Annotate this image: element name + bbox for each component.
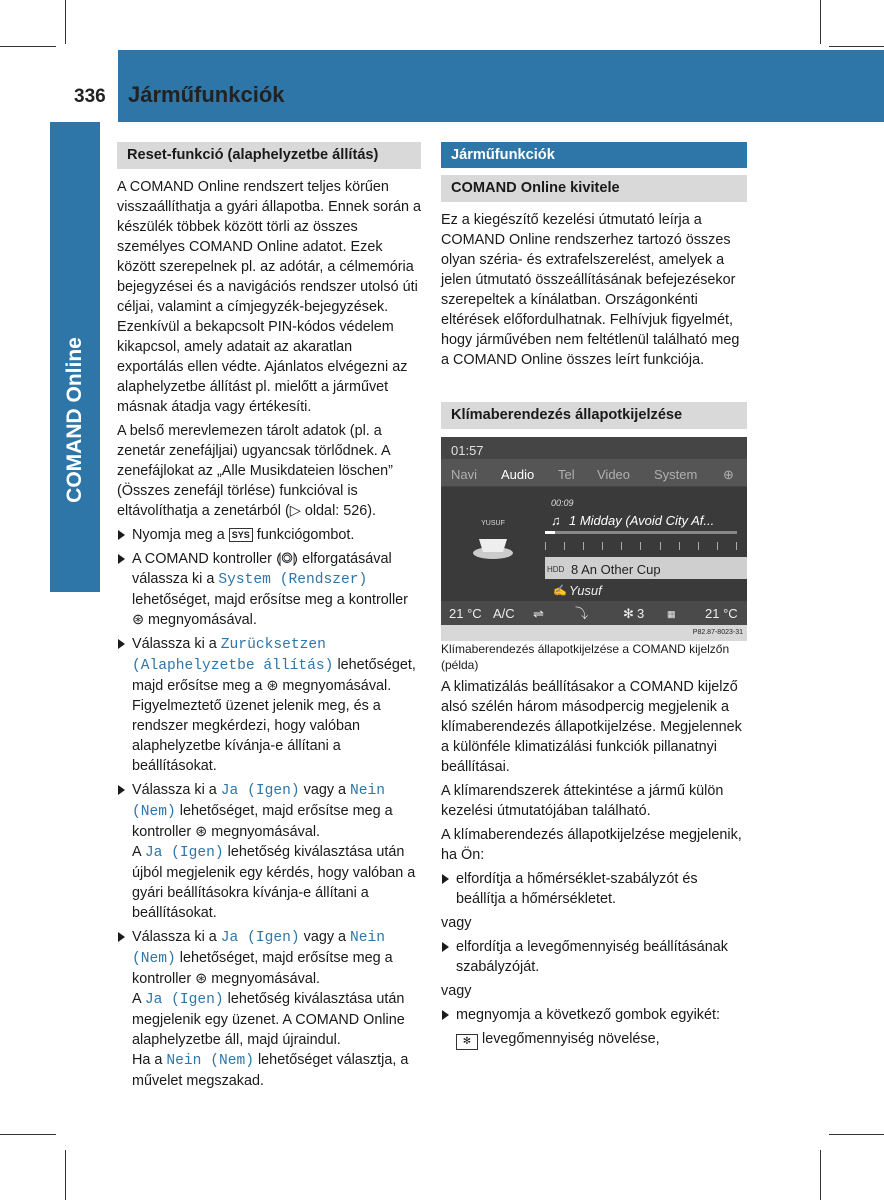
left-column [117, 142, 421, 1095]
crop-mark [0, 46, 56, 47]
screen-time: 01:57 [451, 443, 484, 458]
or-label: vagy [441, 915, 472, 931]
step-5: Válassza ki a Ja (Igen) vagy a Nein (Nem) lehetőséget, majd erősítse meg a kontroller ⊛ megnyomásával. A Ja (Igen) lehetőség kiválasztása után megjelenik egy üzenet. A COMAND Online alaphelyzetbe áll, majd újraindul. Ha a Nein (Nem) lehetőséget választja, a művelet megszakad. [117, 927, 421, 1091]
album-name: 8 An Other Cup [571, 562, 661, 577]
paragraph: A klimatizálás beállításakor a COMAND kijelző alsó szélén három másodpercig megjelenik a klímaberendezés állapotkijelzése. Megjelennek a különféle klimatizálási funkciók pillanatnyi beállításai. [441, 679, 742, 775]
globe-icon: ⊕ [723, 467, 734, 482]
crop-mark [820, 0, 821, 44]
paragraph: A COMAND Online rendszert teljes körűen visszaállíthatja a gyári állapotba. Ennek során a készülék többek között törli az összes személyes COMAND Online adatot. Ezek között szerepelnek pl. az adótár, a célmemória bejegyzései és a navigációs rendszer utolsó úti céljai, valamint a címjegyzék-bejegyzések. Ezenkívül a bekapcsolt PIN-kódos védelem kikapcsol, amely adatait az akaratlan exportálás ellen védte. Ajánlatos elvégezni az alaphelyzetbe állítást pl. mielőtt a járművet másnak átadja vagy értékesíti. [117, 179, 421, 415]
crop-mark [829, 46, 884, 47]
sub-heading: COMAND Online kivitele [441, 175, 747, 202]
crop-mark [820, 1150, 821, 1200]
side-tab-label: COMAND Online [63, 337, 86, 503]
album-row [545, 557, 747, 579]
condition-2: elfordítja a levegőmennyiség beállításának szabályzóját. [441, 937, 747, 977]
album-art-icon [461, 507, 525, 571]
artist-icon: ✍ [553, 585, 567, 597]
menu-system: System [654, 467, 698, 482]
menu-audio: Audio [501, 467, 535, 482]
menu-tel: Tel [558, 467, 575, 482]
reset-heading: Reset-funkció (alaphelyzetbe állítás) [117, 142, 421, 169]
step-2: A COMAND kontroller ⟬◎⟭ elforgatásával válassza ki a System (Rendszer) lehetőséget, majd erősítse meg a kontroller ⊛ megnyomásával. [117, 549, 421, 630]
crop-mark [0, 1134, 56, 1135]
progress-ticks [545, 542, 737, 550]
figure-caption: Klímaberendezés állapotkijelzése a COMAND kijelzőn (példa) [441, 642, 730, 672]
climate-status-bar [441, 601, 747, 625]
paragraph: A klímarendszerek áttekintése a jármű külön kezelési útmutatójában található. [441, 783, 724, 819]
fan-level: 3 [637, 606, 645, 621]
menu-navi: Navi [451, 467, 478, 482]
step-1: Nyomja meg a SYS funkciógombot. [117, 525, 421, 545]
temp-left: 21 °C [449, 606, 482, 621]
right-column [441, 142, 747, 1054]
note-icon: ♫ [551, 513, 561, 528]
step-3: Válassza ki a Zurücksetzen (Alaphelyzetbe állítás) lehetőséget, majd erősítse meg a ⊛ megnyomásával. Figyelmeztető üzenet jelenik meg, és a rendszer megkérdezi, hogy valóban alaphelyzetbe kívánja-e állítani a beállításokat. [117, 634, 421, 776]
image-reference: P82.87-8023-31 [441, 625, 747, 641]
fan-icon: ✻ [623, 606, 634, 621]
condition-3: megnyomja a következő gombok egyikét: [441, 1005, 747, 1025]
fan-key-icon: ✻ [456, 1034, 478, 1050]
elapsed-time: 00:09 [551, 498, 574, 508]
svg-text:YUSUF: YUSUF [481, 520, 505, 527]
menu-video: Video [597, 467, 631, 482]
crop-mark [65, 1150, 66, 1200]
progress-fill [545, 531, 555, 534]
section-heading: Járműfunkciók [441, 142, 747, 168]
step-4: Válassza ki a Ja (Igen) vagy a Nein (Nem) lehetőséget, majd erősítse meg a kontroller ⊛ megnyomásával. A Ja (Igen) lehetőség kiválasztása után újból megjelenik egy kérdés, hogy valóban a gyári beállításokra kívánja-e állítani a beállításokat. [117, 780, 421, 923]
ac-status: A/C [493, 606, 515, 621]
screen-main [441, 487, 747, 602]
comand-screen-image [441, 437, 747, 641]
sys-key-icon: SYS [229, 528, 253, 542]
hdd-icon: HDD [547, 565, 565, 574]
page-title: Járműfunkciók [128, 82, 285, 107]
progress-bar [545, 531, 737, 534]
crop-mark [829, 1134, 884, 1135]
paragraph: Ez a kiegészítő kezelési útmutató leírja a COMAND Online rendszerhez tartozó összes olyan széria- és extrafelszerelést, amelyek a jelen útmutató összeállításának befejezésekor szerepeltek a kínálatban. Országonkénti eltérések előfordulhatnak. Felhívjuk figyelmét, hogy járművében nem feltétlenül található meg a COMAND Online összes leírt funkciója. [441, 212, 740, 368]
artist-name: Yusuf [569, 583, 602, 598]
sub-heading: Klímaberendezés állapotkijelzése [441, 402, 747, 429]
page-number: 336 [74, 86, 106, 107]
track-title: 1 Midday (Avoid City Af... [569, 513, 715, 528]
fan-item: ✻ levegőmennyiség növelése, [441, 1029, 747, 1050]
or-label: vagy [441, 983, 472, 999]
condition-1: elfordítja a hőmérséklet-szabályzót és beállítja a hőmérsékletet. [441, 869, 747, 909]
air-recirculation-icon: ⇌ [533, 606, 544, 621]
crop-mark [65, 0, 66, 44]
rear-icon: ▦ [667, 609, 676, 619]
air-distribution-icon: ⤵ [575, 606, 589, 621]
paragraph: A klímaberendezés állapotkijelzése megjelenik, ha Ön: [441, 827, 742, 863]
screen-menu [441, 459, 747, 486]
paragraph: A belső merevlemezen tárolt adatok (pl. a zenetár zenefájljai) ugyancsak törlődnek. A zenefájlokat az „Alle Musikdateien löschen” (Összes zenefájl törlése) funkcióval is eltávolíthatja a zenetárból (▷ oldal: 526). [117, 423, 393, 519]
temp-right: 21 °C [705, 606, 738, 621]
